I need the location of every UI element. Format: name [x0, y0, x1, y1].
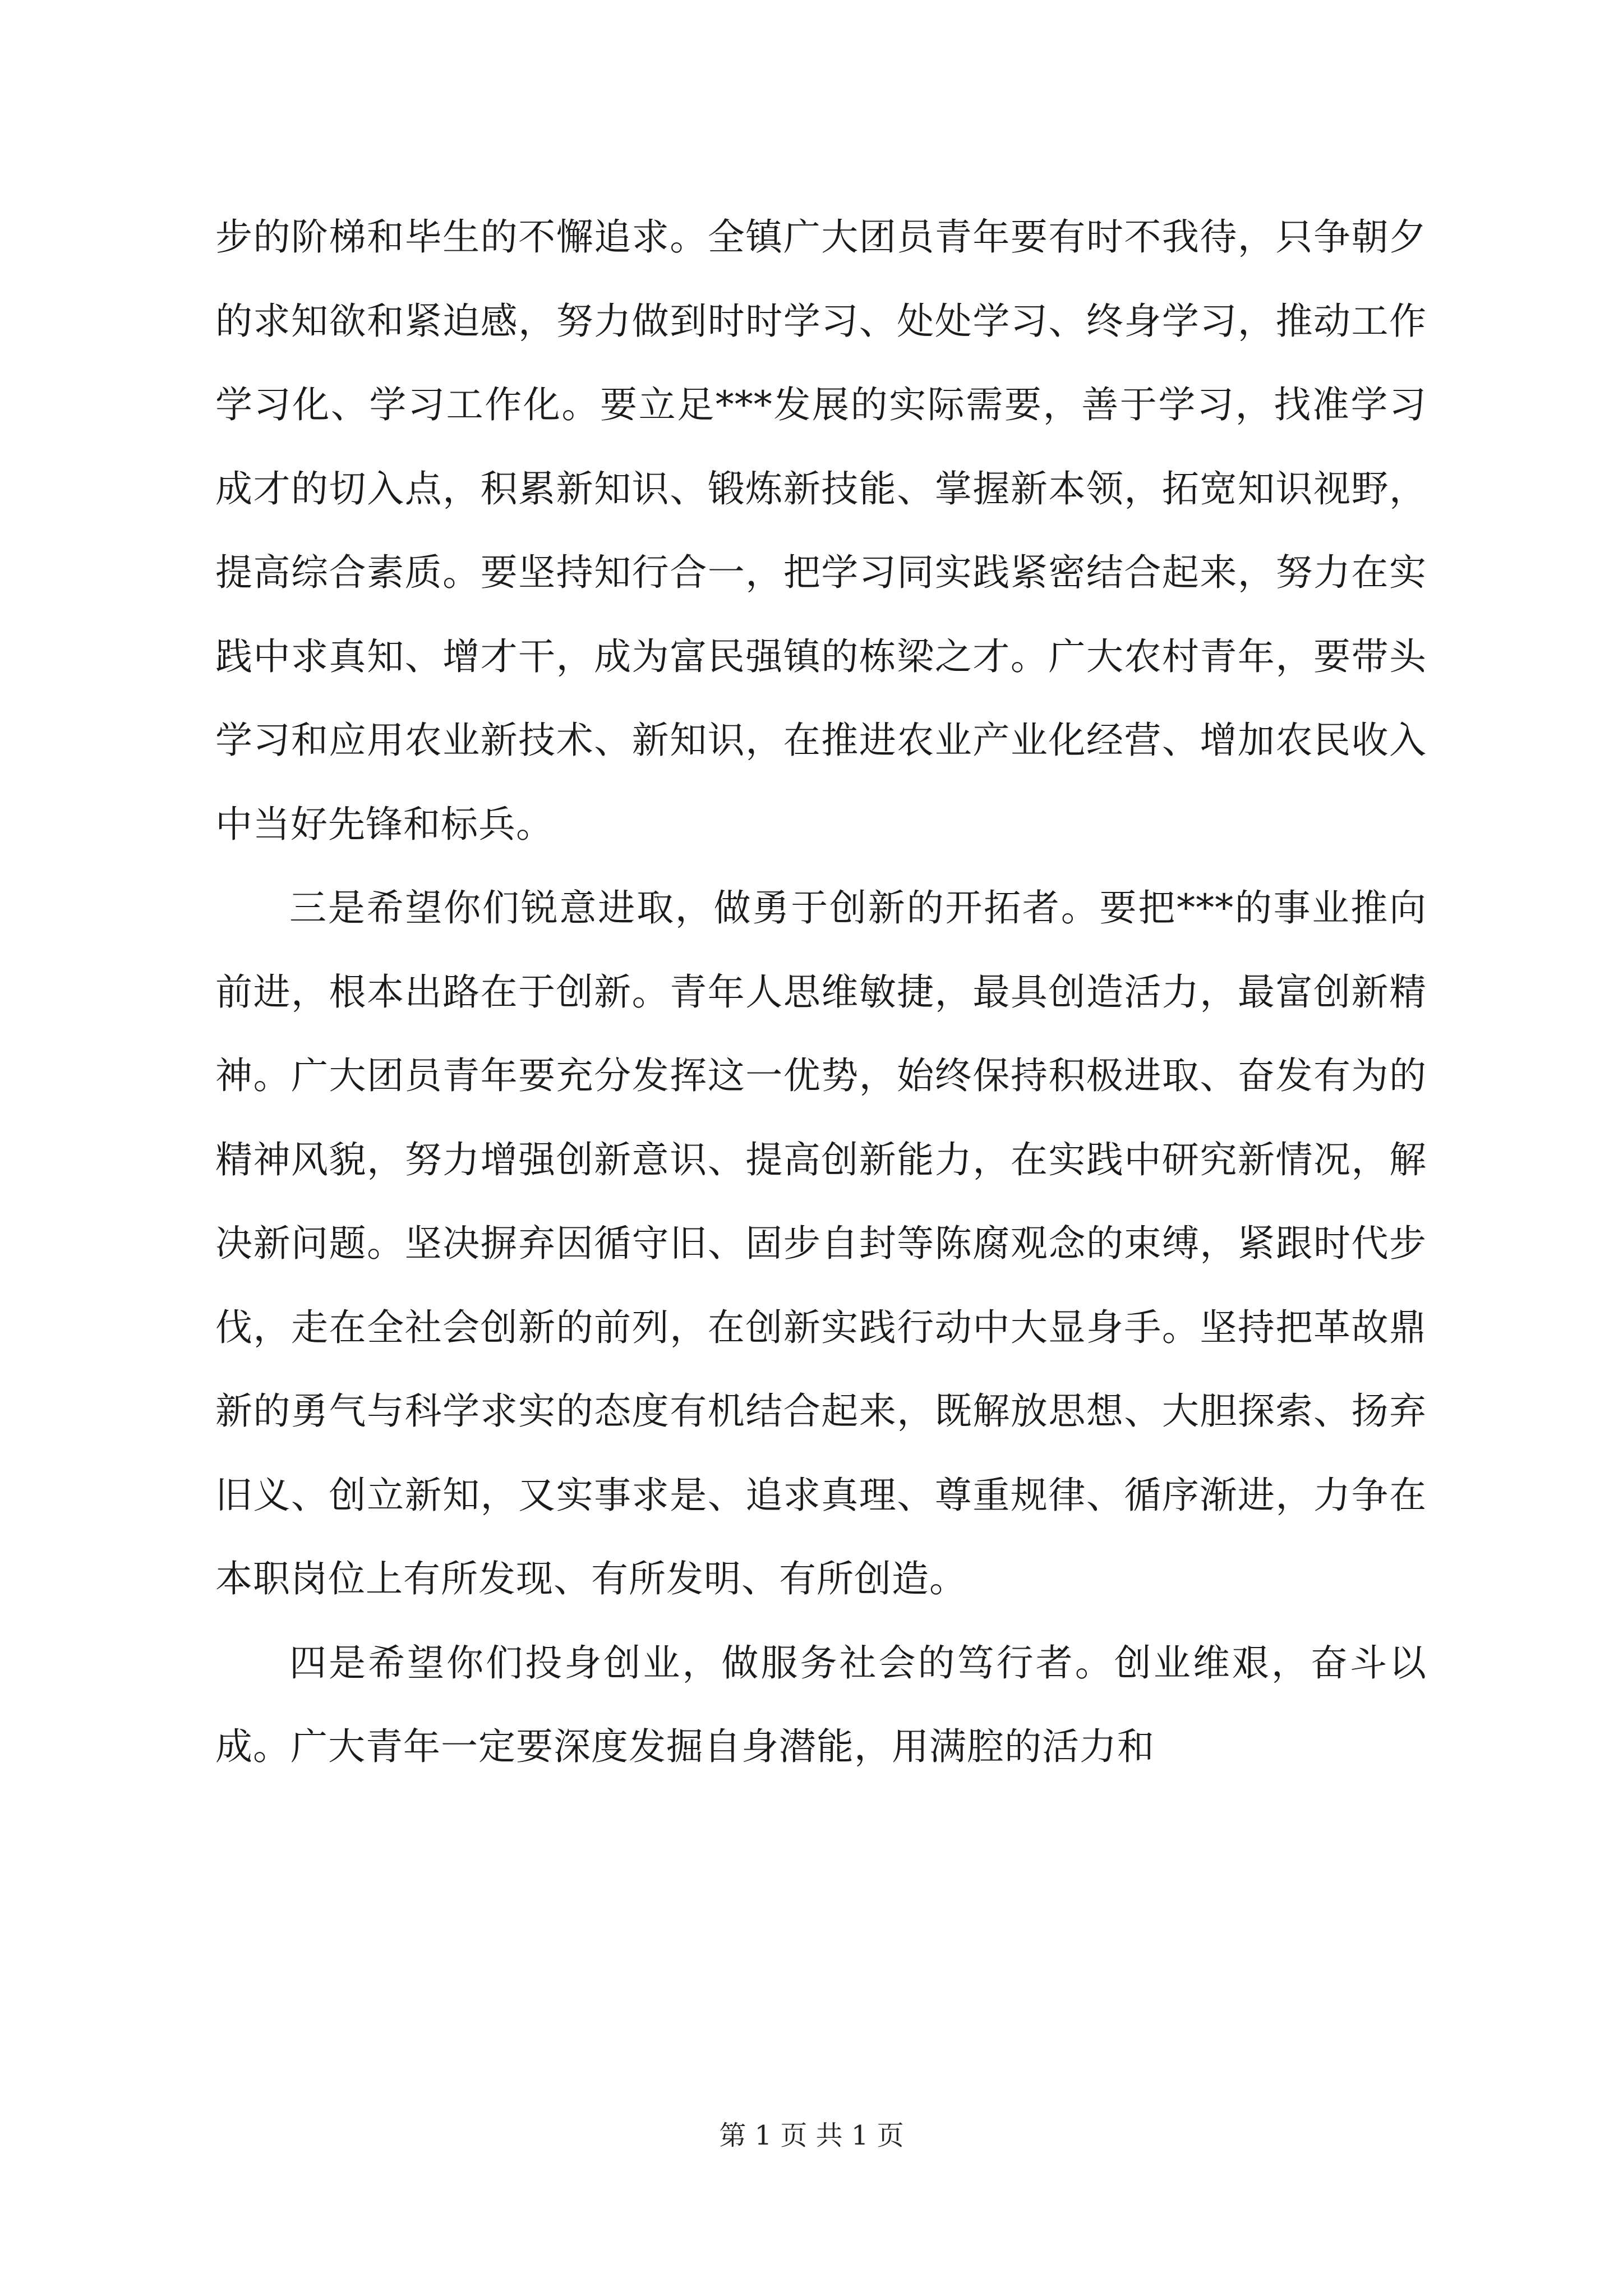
- page-footer: 第 1 页 共 1 页: [719, 2120, 904, 2151]
- paragraph-3: 四是希望你们投身创业，做服务社会的笃行者。创业维艰，奋斗以成。广大青年一定要深度发掘自身潜能，用满腔的活力和: [215, 1641, 1427, 1768]
- paragraph-1: 步的阶梯和毕生的不懈追求。全镇广大团员青年要有时不我待，只争朝夕的求知欲和紧迫感，努力做到时时学习、处处学习、终身学习，推动工作学习化、学习工作化。要立足***发展的实际需要，善于学习，找准学习成才的切入点，积累新知识、锻炼新技能、掌握新本领，拓宽知识视野，提高综合素质。要坚持知行合一，把学习同实践紧密结合起来，努力在实践中求真知、增才干，成为富民强镇的栋梁之才。广大农村青年，要带头学习和应用农业新技术、新知识，在推进农业产业化经营、增加农民收入中当好先锋和标兵。: [215, 215, 1427, 846]
- document-body: [215, 195, 1427, 1789]
- paragraph-2: 三是希望你们锐意进取，做勇于创新的开拓者。要把***的事业推向前进，根本出路在于创新。青年人思维敏捷，最具创造活力，最富创新精神。广大团员青年要充分发挥这一优势，始终保持积极进取、奋发有为的精神风貌，努力增强创新意识、提高创新能力，在实践中研究新情况，解决新问题。坚决摒弃因循守旧、固步自封等陈腐观念的束缚，紧跟时代步伐，走在全社会创新的前列，在创新实践行动中大显身手。坚持把革故鼎新的勇气与科学求实的态度有机结合起来，既解放思想、大胆探索、扬弃旧义、创立新知，又实事求是、追求真理、尊重规律、循序渐进，力争在本职岗位上有所发现、有所发明、有所创造。: [215, 886, 1427, 1600]
